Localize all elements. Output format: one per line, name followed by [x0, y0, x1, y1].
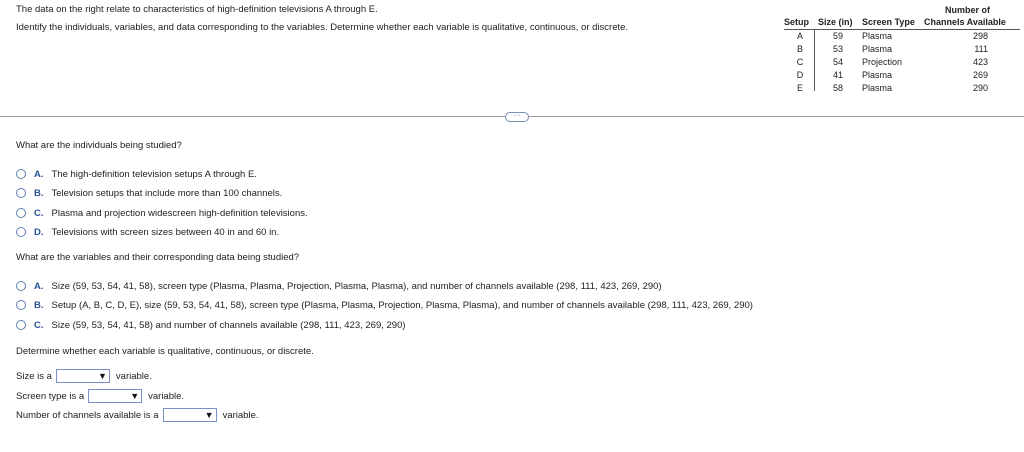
- cell-channels: 290: [972, 83, 988, 93]
- line-prefix: Size is a: [16, 370, 52, 382]
- dropdown-arrow-icon: ▼: [204, 409, 214, 420]
- option-text: Television setups that include more than 100 channels.: [51, 187, 283, 199]
- option-letter: A.: [34, 168, 44, 180]
- table-row: [784, 83, 1020, 95]
- cell-size: 54: [832, 57, 843, 67]
- cell-size: 59: [832, 31, 843, 41]
- line-prefix: Screen type is a: [16, 390, 85, 402]
- cell-channels: 269: [972, 70, 988, 80]
- question-individuals: What are the individuals being studied?: [16, 140, 182, 151]
- option-letter: A.: [34, 280, 44, 292]
- radio-button[interactable]: [16, 169, 26, 179]
- q2-option-a[interactable]: [16, 279, 662, 293]
- q1-option-c[interactable]: [16, 206, 308, 220]
- option-letter: B.: [34, 187, 44, 199]
- cell-channels: 423: [972, 57, 988, 67]
- line-suffix: variable.: [148, 390, 185, 402]
- cell-channels: 298: [972, 31, 988, 41]
- cell-screen-type: Plasma: [862, 31, 893, 41]
- option-letter: C.: [34, 207, 44, 219]
- option-text: Size (59, 53, 54, 41, 58), screen type (Plasma, Plasma, Projection, Plasma, Plasma), and number of channels available (298, 111, 423, 269, 290): [51, 280, 662, 292]
- q2-option-c[interactable]: [16, 318, 406, 332]
- table-row: [784, 57, 1020, 69]
- line-suffix: variable.: [115, 370, 152, 382]
- option-text: Setup (A, B, C, D, E), size (59, 53, 54, 41, 58), screen type (Plasma, Plasma, Projection, Plasma, Plasma), and number of channels available (298, 111, 423, 269, 290): [51, 299, 753, 311]
- cell-size: 53: [832, 44, 843, 54]
- question-variables: What are the variables and their corresponding data being studied?: [16, 252, 300, 263]
- table-row: [784, 31, 1020, 43]
- cell-screen-type: Plasma: [862, 44, 893, 54]
- option-text: Plasma and projection widescreen high-definition televisions.: [51, 207, 308, 219]
- radio-button[interactable]: [16, 281, 26, 291]
- header-size: Size (in): [818, 17, 853, 27]
- size-type-line: [16, 368, 152, 384]
- cell-setup: B: [796, 44, 803, 54]
- screen-type-line: [16, 388, 184, 404]
- screen-type-variable-dropdown[interactable]: [88, 389, 142, 403]
- cell-size: 58: [832, 83, 843, 93]
- cell-setup: D: [796, 70, 804, 80]
- channels-variable-dropdown[interactable]: [163, 408, 217, 422]
- cell-channels: 111: [974, 44, 988, 54]
- cell-setup: E: [796, 83, 803, 93]
- q1-option-a[interactable]: [16, 167, 257, 181]
- header-screen-type: Screen Type: [862, 17, 915, 27]
- question-variable-type: Determine whether each variable is qualitative, continuous, or discrete.: [16, 346, 314, 357]
- table-header-rule: [784, 29, 1020, 30]
- cell-size: 41: [832, 70, 843, 80]
- option-text: The high-definition television setups A through E.: [51, 168, 257, 180]
- q2-option-b[interactable]: [16, 298, 753, 312]
- line-prefix: Number of channels available is a: [16, 409, 159, 421]
- cell-screen-type: Plasma: [862, 83, 893, 93]
- radio-button[interactable]: [16, 320, 26, 330]
- radio-button[interactable]: [16, 208, 26, 218]
- option-text: Televisions with screen sizes between 40 in and 60 in.: [51, 226, 280, 238]
- option-text: Size (59, 53, 54, 41, 58) and number of channels available (298, 111, 423, 269, 290): [51, 319, 406, 331]
- expand-more-button[interactable]: ···: [505, 112, 529, 122]
- line-suffix: variable.: [222, 409, 259, 421]
- q1-option-d[interactable]: [16, 225, 279, 239]
- header-channels: Channels Available: [924, 17, 1006, 27]
- intro-line-2: Identify the individuals, variables, and data corresponding to the variables. Determine whether each variable is qualitative, continuous, or discrete.: [16, 22, 629, 33]
- dropdown-arrow-icon: ▼: [130, 390, 140, 401]
- dropdown-arrow-icon: ▼: [97, 370, 107, 381]
- cell-screen-type: Plasma: [862, 70, 893, 80]
- option-letter: D.: [34, 226, 44, 238]
- intro-line-1: The data on the right relate to characteristics of high-definition televisions A through E.: [16, 4, 378, 15]
- table-row: [784, 70, 1020, 82]
- cell-setup: A: [796, 31, 803, 41]
- size-variable-dropdown[interactable]: [56, 369, 110, 383]
- table-row: [784, 44, 1020, 56]
- option-letter: C.: [34, 319, 44, 331]
- cell-setup: C: [796, 57, 804, 67]
- channels-type-line: [16, 407, 259, 423]
- radio-button[interactable]: [16, 300, 26, 310]
- option-letter: B.: [34, 299, 44, 311]
- radio-button[interactable]: [16, 227, 26, 237]
- header-setup: Setup: [784, 17, 810, 27]
- q1-option-b[interactable]: [16, 186, 282, 200]
- radio-button[interactable]: [16, 188, 26, 198]
- table-super-header: Number of: [945, 5, 990, 15]
- cell-screen-type: Projection: [862, 57, 903, 67]
